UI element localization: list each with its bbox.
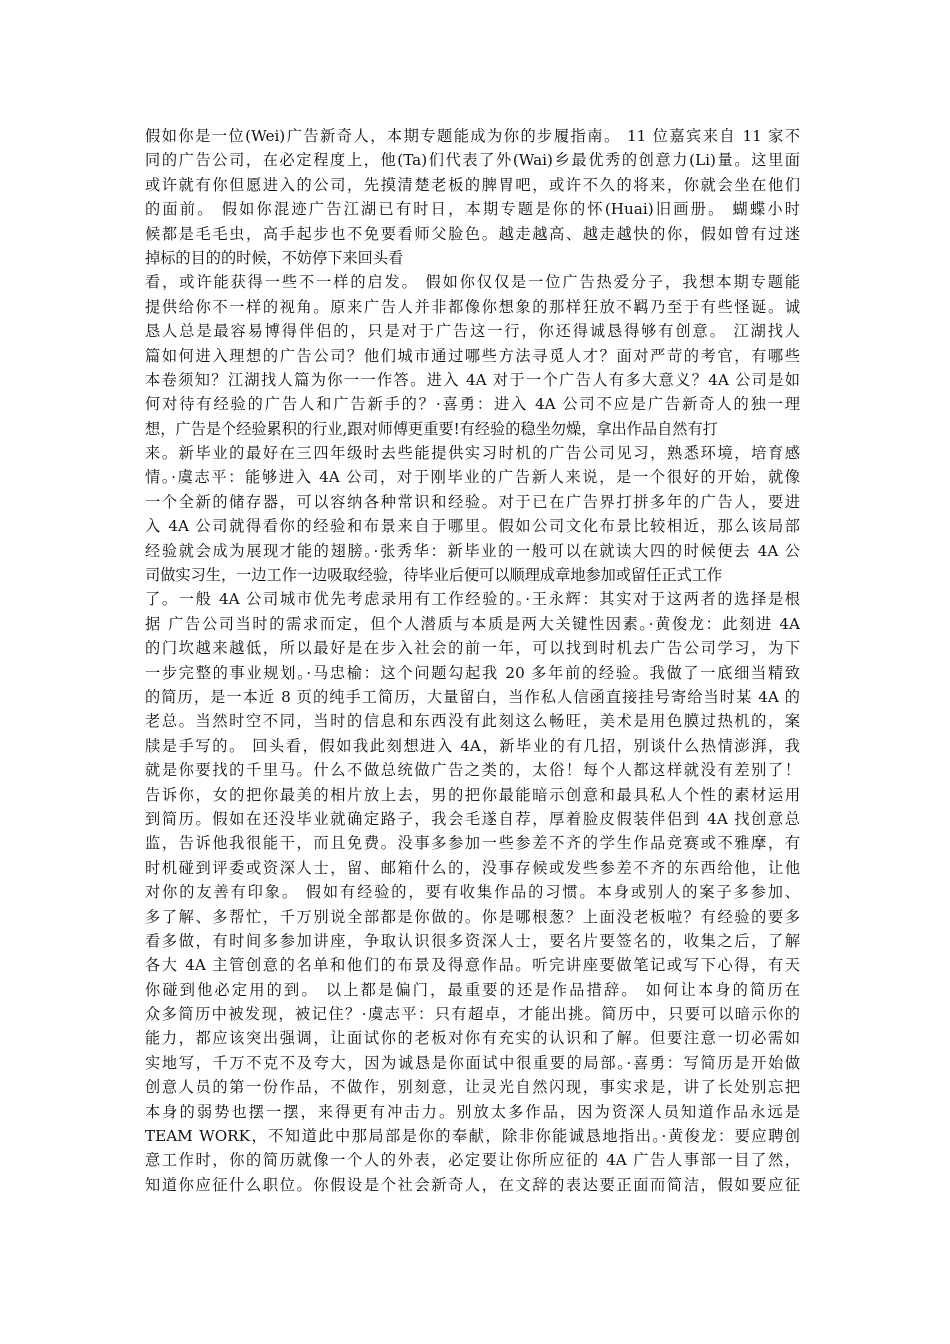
text-line: 老总。当然时空不同，当时的信息和东西没有此刻这么畅旺，美术是用色膜过热机的，案 <box>145 712 800 731</box>
text-line: 时机碰到评委或资深人士，留、邮箱什么的，没事存候或发些参差不齐的东西给他，让他 <box>145 858 800 877</box>
text-line: 来。新毕业的最好在三四年级时去些能提供实习时机的广告公司见习，熟悉环境，培育感 <box>145 444 800 463</box>
text-line: 到简历。假如在还没毕业就确定路子，我会毛遂自荐，厚着脸皮假装伴侣到 4A 找创意总 <box>145 809 800 828</box>
text-line: 了。一般 4A 公司城市优先考虑录用有工作经验的。·王永辉：其实对于这两者的选择是根 <box>145 590 800 609</box>
text-line: 的门坎越来越低，所以最好是在步入社会的前一年，可以找到时机去广告公司学习，为下 <box>145 639 800 658</box>
text-line: 或许就有你但愿进入的公司，先摸清楚老板的脾胃吧，或许不久的将来，你就会坐在他们 <box>145 175 800 194</box>
text-line: 告诉你，女的把你最美的相片放上去，男的把你最能暗示创意和最具私人个性的素材运用 <box>145 785 800 804</box>
text-line: 监，告诉他我很能干，而且免费。没事多参加一些参差不齐的学生作品竞赛或不雅摩，有 <box>145 834 800 853</box>
text-line: 各大 4A 主管创意的名单和他们的布景及得意作品。听完讲座要做笔记或写下心得，有天 <box>145 956 800 975</box>
text-line: 想，广告是个经验累积的行业,跟对师傅更重要!有经验的稳坐勿燥，拿出作品自然有打 <box>145 419 718 438</box>
text-line: 创意人员的第一份作品，不做作，别刻意，让灵光自然闪现，事实求是，讲了长处别忘把 <box>145 1078 800 1097</box>
text-line: 的面前。 假如你混迹广告江湖已有时日，本期专题是你的怀(Huai)旧画册。 蝴蝶小时 <box>145 200 800 219</box>
text-line: 看，或许能获得一些不一样的启发。 假如你仅仅是一位广告热爱分子，我想本期专题能 <box>145 273 800 292</box>
text-line: 你碰到他必定用的到。 以上都是偏门，最重要的还是作品措辞。 如何让本身的简历在 <box>145 980 800 999</box>
text-line: 经验就会成为展现才能的翅膀。·张秀华：新毕业的一般可以在就读大四的时候便去 4A 公 <box>145 541 800 560</box>
text-line: 的简历，是一本近 8 页的纯手工简历，大量留白，当作私人信函直接挂号寄给当时某 4A 的 <box>145 687 800 706</box>
text-line: 牍是手写的。 回头看，假如我此刻想进入 4A，新毕业的有几招，别谈什么热情澎湃，我 <box>145 736 800 755</box>
text-line: 司做实习生，一边工作一边吸取经验，待毕业后便可以顺理成章地参加或留任正式工作 <box>145 566 723 585</box>
text-line: 就是你要找的千里马。什么不做总统做广告之类的，太俗！每个人都这样就没有差别了！ <box>145 761 800 780</box>
document-body <box>145 124 800 1197</box>
text-line: 意工作时，你的简历就像一个人的外表，必定要让你所应征的 4A 广告人事部一目了然， <box>145 1151 800 1170</box>
text-line: 多了解、多帮忙，千万别说全部都是你做的。你是哪根葱？上面没老板啦？有经验的要多 <box>145 907 800 926</box>
text-line: 同的广告公司，在必定程度上，他(Ta)们代表了外(Wai)乡最优秀的创意力(Li)量。这里面 <box>145 151 800 170</box>
text-line: 知道你应征什么职位。你假设是个社会新奇人，在文辞的表达要正面而简洁，假如要应征 <box>145 1175 800 1194</box>
text-line: 候都是毛毛虫，高手起步也不免要看师父脸色。越走越高、越走越快的你，假如曾有过迷 <box>145 224 800 243</box>
text-line: 本卷须知？江湖找人篇为你一一作答。进入 4A 对于一个广告人有多大意义？4A 公司是如 <box>145 370 800 389</box>
text-line: 掉标的目的的时候，不妨停下来回头看 <box>145 248 404 267</box>
text-line: 据 广告公司当时的需求而定，但个人潜质与本质是两大关键性因素。·黄俊龙：此刻进 4A <box>145 614 800 633</box>
text-line: 一个全新的储存器，可以容纳各种常识和经验。对于已在广告界打拼多年的广告人，要进 <box>145 492 800 511</box>
text-line: 何对待有经验的广告人和广告新手的？·喜勇：进入 4A 公司不应是广告新奇人的独一理 <box>145 395 800 414</box>
text-line: TEAM WORK，不知道此中那局部是你的奉献，除非你能诚恳地指出。·黄俊龙：要应聘创 <box>145 1127 800 1146</box>
text-line: 恳人总是最容易博得伴侣的，只是对于广告这一行，你还得诚恳得够有创意。 江湖找人 <box>145 322 800 341</box>
text-line: 情。·虞志平：能够进入 4A 公司，对于刚毕业的广告新人来说，是一个很好的开始，就像 <box>145 468 800 487</box>
text-line: 本身的弱势也摆一摆，来得更有冲击力。别放太多作品，因为资深人员知道作品永远是 <box>145 1102 800 1121</box>
text-line: 假如你是一位(Wei)广告新奇人，本期专题能成为你的步履指南。 11 位嘉宾来自 11 家不 <box>145 127 800 145</box>
text-line: 看多做，有时间多参加讲座，争取认识很多资深人士，要名片要签名的，收集之后，了解 <box>145 931 800 950</box>
text-line: 众多简历中被发现，被记住？·虞志平：只有超卓，才能出挑。简历中，只要可以暗示你的 <box>145 1005 800 1024</box>
text-line: 提供给你不一样的视角。原来广告人并非都像你想象的那样狂放不羁乃至于有些怪诞。诚 <box>145 297 800 316</box>
text-line: 篇如何进入理想的广告公司？他们城市通过哪些方法寻觅人才？面对严苛的考官，有哪些 <box>145 346 800 365</box>
text-line: 一步完整的事业规划。·马忠榆：这个问题勾起我 20 多年前的经验。我做了一底细当精致 <box>145 663 800 682</box>
text-line: 实地写，千万不克不及夸大，因为诚恳是你面试中很重要的局部。·喜勇：写简历是开始做 <box>145 1053 800 1072</box>
text-line: 入 4A 公司就得看你的经验和布景来自于哪里。假如公司文化布景比较相近，那么该局部 <box>145 517 800 536</box>
text-line: 能力，都应该突出强调，让面试你的老板对你有充实的认识和了解。但要注意一切必需如 <box>145 1029 800 1048</box>
text-line: 对你的友善有印象。 假如有经验的，要有收集作品的习惯。本身或别人的案子多参加、 <box>145 883 800 902</box>
